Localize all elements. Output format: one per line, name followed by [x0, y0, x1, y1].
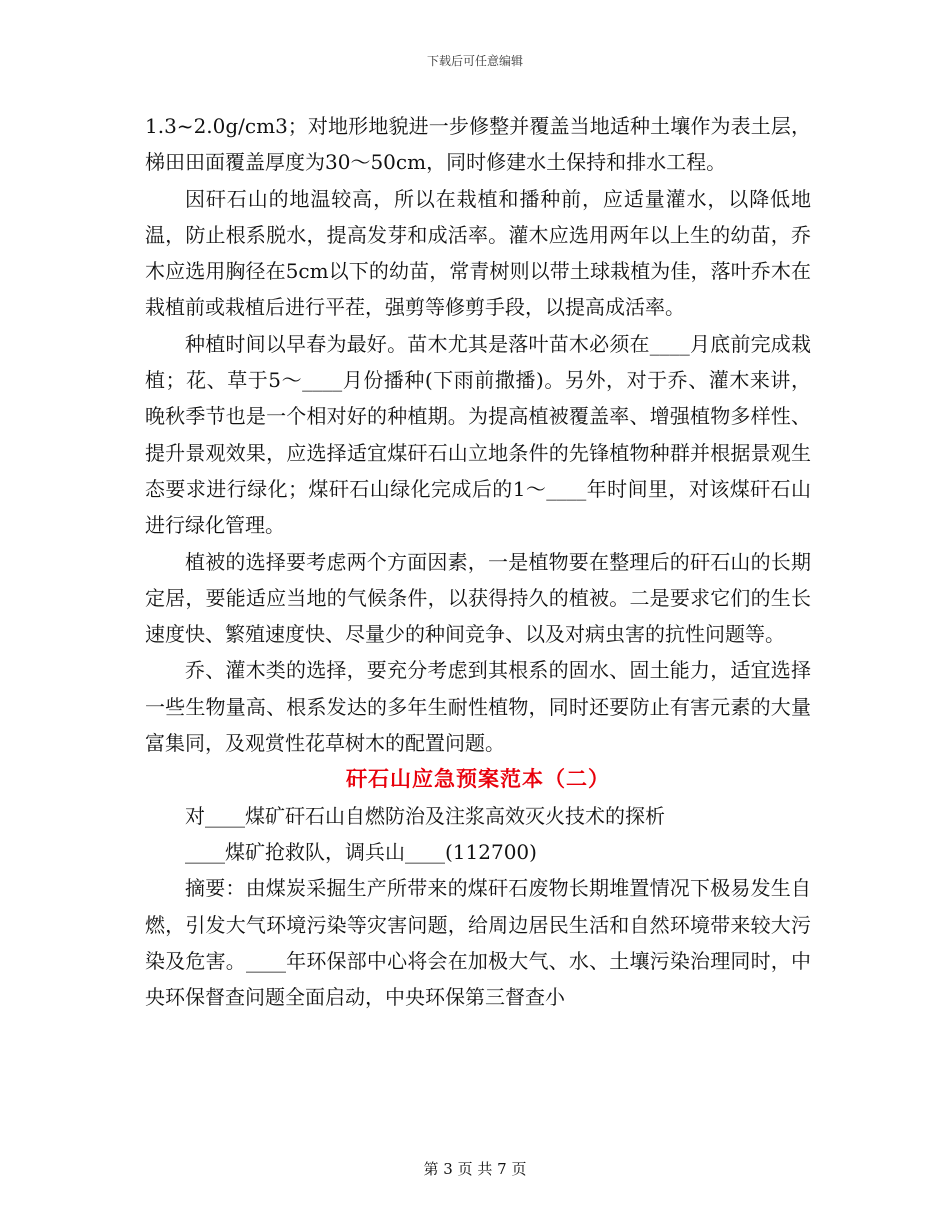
paragraph-1: 1.3~2.0g/cm3；对地形地貌进一步修整并覆盖当地适种土壤作为表土层，梯田田面覆盖厚度为30～50cm，同时修建水土保持和排水工程。	[145, 114, 811, 175]
section-title: 矸石山应急预案范本（二）	[346, 767, 610, 792]
paragraph-3: 种植时间以早春为最好。苗木尤其是落叶苗木必须在____月底前完成栽植；花、草于5～____月份播种(下雨前撒播)。另外，对于乔、灌木来讲，晚秋季节也是一个相对好的种植期。为提高植被覆盖率、增强植物多样性、提升景观效果，应选择适宜煤矸石山立地条件的先锋植物种群并根据景观生态要求进行绿化；煤矸石山绿化完成后的1～____年时间里，对该煤矸石山进行绿化管理。	[145, 331, 811, 538]
page-number: 第 3 页 共 7 页	[423, 1160, 527, 1178]
paragraph-2: 因矸石山的地温较高，所以在栽植和播种前，应适量灌水，以降低地温，防止根系脱水，提高发芽和成活率。灌木应选用两年以上生的幼苗，乔木应选用胸径在5cm以下的幼苗，常青树则以带土球栽植为佳，落叶乔木在栽植前或栽植后进行平茬，强剪等修剪手段，以提高成活率。	[145, 186, 811, 320]
author-affiliation-line: ____煤矿抢救队，调兵山____(112700)	[185, 839, 537, 864]
paragraph-5: 乔、灌木类的选择，要充分考虑到其根系的固水、固土能力，适宜选择一些生物量高、根系发达的多年生耐性植物，同时还要防止有害元素的大量富集同，及观赏性花草树木的配置问题。	[145, 658, 811, 756]
page-header: 下载后可任意编辑	[426, 54, 523, 68]
abstract-paragraph: 摘要：由煤炭采掘生产所带来的煤矸石废物长期堆置情况下极易发生自燃，引发大气环境污染等灾害问题，给周边居民生活和自然环境带来较大污染及危害。____年环保部中心将会在加极大气、水、土壤污染治理同时，中央环保督查问题全面启动，中央环保第三督查小	[145, 876, 811, 1010]
document-body	[145, 108, 811, 1015]
article-title-line: 对____煤矿矸石山自燃防治及注浆高效灭火技术的探析	[185, 803, 665, 828]
paragraph-4: 植被的选择要考虑两个方面因素，一是植物要在整理后的矸石山的长期定居，要能适应当地的气候条件，以获得持久的植被。二是要求它们的生长速度快、繁殖速度快、尽量少的种间竞争、以及对病虫害的抗性问题等。	[145, 549, 811, 647]
